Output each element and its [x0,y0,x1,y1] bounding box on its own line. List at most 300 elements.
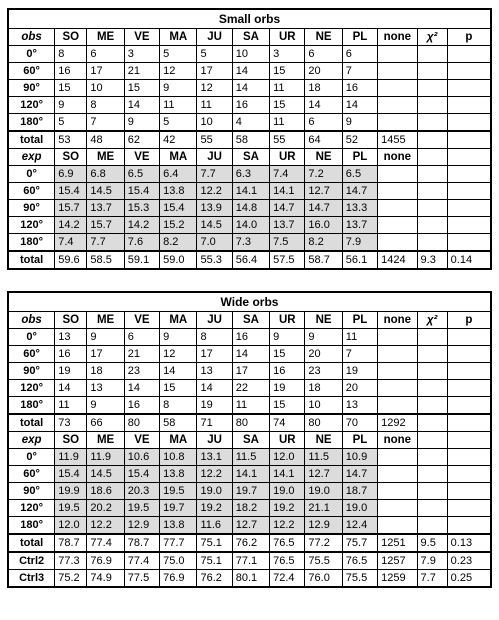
control-label: Ctrl2 [8,552,55,570]
obs-value: 11 [232,397,269,415]
obs-value: 11 [270,80,305,97]
small-orbs-table [7,8,492,270]
column-header: UR [270,432,305,449]
exp-total-value: 1424 [378,251,417,269]
exp-value: 14.5 [197,217,232,234]
obs-value: 7 [342,346,377,363]
exp-value: 6.9 [55,166,87,183]
exp-value: 11.9 [87,449,124,466]
empty-cell [447,483,491,500]
exp-value: 8.2 [160,234,197,252]
obs-row [8,329,491,346]
obs-total-row [8,131,491,149]
obs-value: 14 [342,97,377,114]
exp-total-value: 0.13 [447,534,491,552]
column-header: NE [305,149,342,166]
exp-total-row [8,251,491,269]
obs-value: 16 [124,397,159,415]
obs-value: 16 [342,80,377,97]
control-value: 77.5 [124,570,159,588]
obs-value: 18 [305,80,342,97]
empty-cell [447,432,491,449]
control-value: 75.0 [160,552,197,570]
empty-cell [417,46,447,63]
exp-value: 12.0 [270,449,305,466]
column-header: MA [160,149,197,166]
exp-value: 13.7 [342,217,377,234]
obs-value: 7 [342,63,377,80]
column-header: none [378,29,417,46]
control-value: 75.2 [55,570,87,588]
empty-cell [417,466,447,483]
exp-value: 14.1 [232,183,269,200]
column-header: PL [342,312,377,329]
obs-total-value: 42 [160,131,197,149]
exp-value: 14.7 [270,200,305,217]
empty-cell [447,149,491,166]
row-label: 180° [8,234,55,252]
control-value: 75.1 [197,552,232,570]
obs-value: 19 [55,363,87,380]
control-value: 76.2 [197,570,232,588]
empty-cell [417,149,447,166]
total-label: total [8,534,55,552]
obs-value: 9 [160,329,197,346]
obs-value: 16 [55,346,87,363]
column-header: NE [305,29,342,46]
obs-value: 6 [87,46,124,63]
obs-value: 3 [124,46,159,63]
exp-total-value: 78.7 [55,534,87,552]
column-header: none [378,312,417,329]
column-header: χ² [417,312,447,329]
exp-value: 13.8 [160,183,197,200]
control-value: 0.25 [447,570,491,588]
empty-cell [378,46,417,63]
obs-value: 20 [305,63,342,80]
exp-value: 11.5 [232,449,269,466]
column-header: SA [232,29,269,46]
obs-value: 5 [55,114,87,132]
column-header: ME [87,29,124,46]
empty-cell [447,500,491,517]
obs-value: 5 [160,114,197,132]
obs-row [8,380,491,397]
obs-value: 11 [55,397,87,415]
obs-value: 14 [55,380,87,397]
exp-row [8,200,491,217]
empty-cell [378,80,417,97]
control-value: 76.0 [305,570,342,588]
empty-cell [378,363,417,380]
control-value: 77.4 [124,552,159,570]
exp-value: 20.2 [87,500,124,517]
row-label: 60° [8,63,55,80]
control-value: 75.5 [342,570,377,588]
row-label: 0° [8,329,55,346]
row-label: 90° [8,200,55,217]
empty-cell [447,380,491,397]
column-header: MA [160,432,197,449]
column-header: ME [87,312,124,329]
obs-value: 14 [124,380,159,397]
exp-total-row [8,534,491,552]
exp-value: 12.7 [305,183,342,200]
empty-cell [447,131,491,149]
exp-value: 19.5 [160,483,197,500]
exp-value: 14.2 [124,217,159,234]
obs-total-value: 1292 [378,414,417,432]
exp-total-value: 9.5 [417,534,447,552]
exp-value: 14.1 [232,466,269,483]
obs-value: 9 [160,80,197,97]
empty-cell [417,517,447,535]
obs-value: 22 [232,380,269,397]
control-value: 76.5 [342,552,377,570]
exp-value: 7.7 [87,234,124,252]
exp-value: 14.0 [232,217,269,234]
control-row [8,570,491,588]
obs-row [8,346,491,363]
obs-value: 9 [270,329,305,346]
exp-value: 11.9 [55,449,87,466]
control-value: 80.1 [232,570,269,588]
exp-value: 12.4 [342,517,377,535]
exp-value: 19.7 [232,483,269,500]
control-value: 75.5 [305,552,342,570]
empty-cell [378,234,417,252]
obs-value: 23 [305,363,342,380]
obs-value: 8 [55,46,87,63]
exp-value: 15.4 [55,183,87,200]
title-row [8,292,491,312]
exp-total-value: 9.3 [417,251,447,269]
exp-value: 15.4 [124,466,159,483]
empty-cell [447,97,491,114]
exp-value: 18.6 [87,483,124,500]
exp-value: 12.2 [270,517,305,535]
empty-cell [447,46,491,63]
row-label: 60° [8,183,55,200]
control-value: 1257 [378,552,417,570]
control-value: 7.9 [417,552,447,570]
empty-cell [417,346,447,363]
exp-value: 6.4 [160,166,197,183]
empty-cell [378,217,417,234]
exp-total-value: 77.7 [160,534,197,552]
obs-value: 12 [160,346,197,363]
empty-cell [417,483,447,500]
obs-value: 8 [160,397,197,415]
exp-value: 10.9 [342,449,377,466]
exp-value: 12.2 [197,466,232,483]
empty-cell [447,449,491,466]
exp-value: 14.5 [87,466,124,483]
exp-total-value: 55.3 [197,251,232,269]
exp-value: 11.6 [197,517,232,535]
exp-value: 7.7 [197,166,232,183]
obs-value: 16 [232,97,269,114]
empty-cell [378,380,417,397]
column-header: UR [270,149,305,166]
exp-value: 14.7 [305,200,342,217]
exp-value: 14.7 [342,183,377,200]
exp-total-value: 59.6 [55,251,87,269]
obs-total-value: 62 [124,131,159,149]
exp-value: 12.9 [305,517,342,535]
exp-total-value: 59.1 [124,251,159,269]
obs-value: 12 [197,80,232,97]
obs-value: 17 [87,346,124,363]
control-row [8,552,491,570]
control-value: 77.1 [232,552,269,570]
obs-value: 11 [160,97,197,114]
row-label: 120° [8,500,55,517]
exp-value: 14.7 [342,466,377,483]
exp-value: 10.8 [160,449,197,466]
exp-value: 7.3 [232,234,269,252]
exp-total-value: 76.5 [270,534,305,552]
empty-cell [417,63,447,80]
exp-row [8,217,491,234]
row-label: 60° [8,346,55,363]
empty-cell [378,346,417,363]
exp-row [8,183,491,200]
empty-cell [378,397,417,415]
exp-value: 18.2 [232,500,269,517]
exp-value: 15.2 [160,217,197,234]
column-header: SO [55,149,87,166]
empty-cell [417,397,447,415]
obs-value: 17 [197,346,232,363]
title-row [8,9,491,29]
empty-cell [417,234,447,252]
obs-value: 16 [270,363,305,380]
exp-value: 7.4 [270,166,305,183]
obs-value: 5 [197,46,232,63]
obs-value: 8 [87,97,124,114]
control-value: 74.9 [87,570,124,588]
exp-value: 18.7 [342,483,377,500]
exp-value: 19.5 [55,500,87,517]
exp-value: 19.0 [270,483,305,500]
empty-cell [378,200,417,217]
obs-value: 15 [270,397,305,415]
empty-cell [417,432,447,449]
exp-value: 15.4 [124,183,159,200]
empty-cell [378,483,417,500]
exp-value: 7.0 [197,234,232,252]
obs-value: 6 [342,46,377,63]
exp-value: 19.0 [305,483,342,500]
empty-cell [447,466,491,483]
row-label: 180° [8,517,55,535]
obs-total-value: 48 [87,131,124,149]
empty-cell [378,183,417,200]
column-header: p [447,29,491,46]
column-header: VE [124,312,159,329]
empty-cell [447,217,491,234]
exp-total-value: 77.2 [305,534,342,552]
obs-value: 12 [160,63,197,80]
exp-value: 13.7 [87,200,124,217]
row-label: 0° [8,166,55,183]
obs-value: 16 [55,63,87,80]
exp-value: 15.4 [55,466,87,483]
obs-total-value: 73 [55,414,87,432]
exp-value: 11.5 [305,449,342,466]
obs-total-row [8,414,491,432]
obs-row [8,80,491,97]
exp-row [8,449,491,466]
obs-value: 11 [270,114,305,132]
empty-cell [417,380,447,397]
exp-total-value: 58.7 [305,251,342,269]
column-header: JU [197,432,232,449]
obs-value: 9 [124,114,159,132]
obs-value: 17 [87,63,124,80]
obs-value: 14 [305,97,342,114]
exp-value: 7.2 [305,166,342,183]
obs-value: 21 [124,63,159,80]
obs-header-row [8,312,491,329]
obs-value: 10 [197,114,232,132]
obs-value: 13 [87,380,124,397]
obs-value: 16 [232,329,269,346]
obs-value: 15 [270,346,305,363]
empty-cell [447,234,491,252]
exp-value: 7.4 [55,234,87,252]
obs-value: 4 [232,114,269,132]
column-header: SO [55,29,87,46]
empty-cell [447,517,491,535]
control-value: 76.9 [160,570,197,588]
obs-value: 10 [305,397,342,415]
obs-row [8,397,491,415]
control-value: 1259 [378,570,417,588]
exp-value: 16.0 [305,217,342,234]
exp-total-value: 57.5 [270,251,305,269]
empty-cell [447,397,491,415]
obs-value: 19 [342,363,377,380]
exp-value: 14.2 [55,217,87,234]
empty-cell [417,200,447,217]
obs-total-value: 66 [87,414,124,432]
exp-header-row [8,149,491,166]
column-header: VE [124,432,159,449]
empty-cell [378,114,417,132]
row-label: 90° [8,363,55,380]
row-label: 180° [8,114,55,132]
column-header: NE [305,312,342,329]
row-label: 0° [8,449,55,466]
exp-total-value: 75.7 [342,534,377,552]
empty-cell [417,414,447,432]
exp-value: 14.8 [232,200,269,217]
total-label: total [8,251,55,269]
column-header: p [447,312,491,329]
row-label: 180° [8,397,55,415]
obs-total-value: 52 [342,131,377,149]
exp-value: 20.3 [124,483,159,500]
obs-value: 10 [232,46,269,63]
row-label: 90° [8,483,55,500]
empty-cell [417,183,447,200]
column-header: JU [197,149,232,166]
obs-value: 13 [197,363,232,380]
empty-cell [417,329,447,346]
exp-total-value: 59.0 [160,251,197,269]
exp-value: 15.4 [160,200,197,217]
empty-cell [417,449,447,466]
control-value: 76.5 [270,552,305,570]
obs-header-row [8,29,491,46]
column-header: χ² [417,29,447,46]
exp-value: 12.9 [124,517,159,535]
exp-value: 14.1 [270,466,305,483]
row-label: 60° [8,466,55,483]
obs-total-value: 70 [342,414,377,432]
control-value: 77.3 [55,552,87,570]
column-header: NE [305,432,342,449]
exp-total-value: 56.4 [232,251,269,269]
empty-cell [378,449,417,466]
obs-value: 15 [124,80,159,97]
obs-total-value: 58 [160,414,197,432]
obs-value: 18 [87,363,124,380]
obs-value: 14 [232,346,269,363]
exp-value: 15.3 [124,200,159,217]
empty-cell [447,63,491,80]
obs-value: 9 [55,97,87,114]
row-label: 0° [8,46,55,63]
exp-value: 13.7 [270,217,305,234]
exp-total-value: 1251 [378,534,417,552]
empty-cell [417,97,447,114]
column-header: PL [342,432,377,449]
exp-value: 19.0 [197,483,232,500]
row-label: 120° [8,380,55,397]
exp-value: 15.7 [55,200,87,217]
row-label: 120° [8,217,55,234]
control-value: 72.4 [270,570,305,588]
exp-value: 12.2 [87,517,124,535]
table-title: Wide orbs [8,292,491,312]
exp-value: 13.1 [197,449,232,466]
column-header: none [378,149,417,166]
obs-value: 13 [55,329,87,346]
obs-row [8,63,491,80]
exp-total-value: 58.5 [87,251,124,269]
obs-value: 21 [124,346,159,363]
empty-cell [378,500,417,517]
exp-value: 6.5 [124,166,159,183]
exp-value: 7.5 [270,234,305,252]
obs-value: 14 [124,97,159,114]
exp-value: 15.7 [87,217,124,234]
exp-row [8,483,491,500]
obs-value: 19 [270,380,305,397]
exp-row [8,517,491,535]
obs-total-value: 64 [305,131,342,149]
obs-value: 17 [197,63,232,80]
row-label: 90° [8,80,55,97]
column-header: VE [124,29,159,46]
obs-value: 8 [197,329,232,346]
empty-cell [447,114,491,132]
obs-label: obs [8,29,55,46]
control-value: 0.23 [447,552,491,570]
